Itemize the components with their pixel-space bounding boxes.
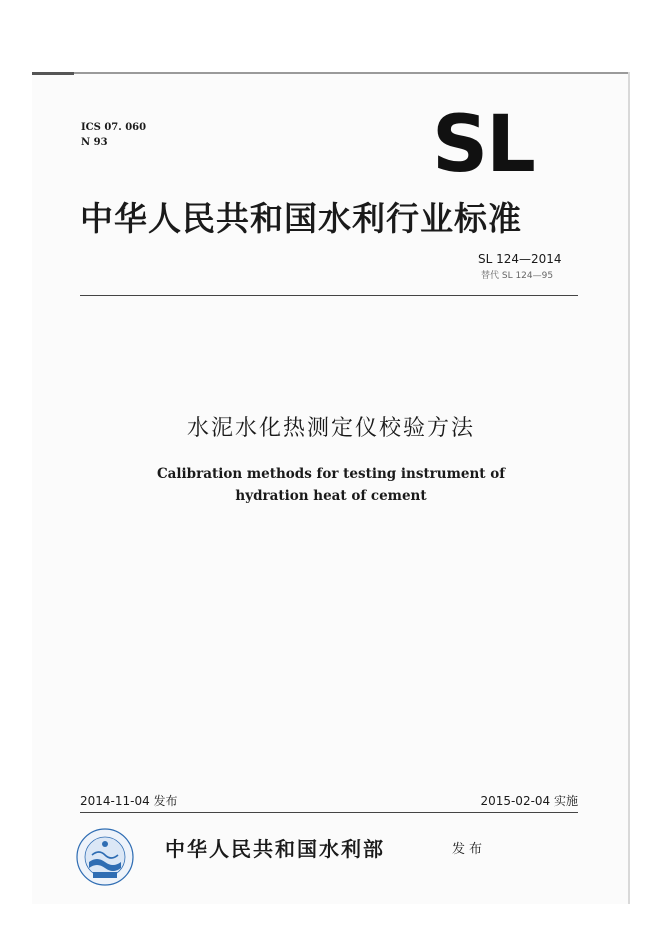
ministry-emblem-icon xyxy=(76,828,134,886)
issuing-authority: 中华人民共和国水利部 xyxy=(165,837,385,861)
english-title-line1: Calibration methods for testing instrument of xyxy=(156,466,506,482)
ics-code: ICS 07. 060 xyxy=(81,122,147,133)
top-divider xyxy=(80,295,578,296)
organization-title: 中华人民共和国水利行业标准 xyxy=(80,199,522,238)
page-edge-mark xyxy=(32,72,74,75)
issued-label: 发布 xyxy=(452,842,487,857)
sl-logo: SL xyxy=(432,100,534,190)
category-code: N 93 xyxy=(81,137,108,148)
page-edge xyxy=(32,72,630,74)
english-title-line2: hydration heat of cement xyxy=(235,488,427,504)
replaces-note: 替代 SL 124—95 xyxy=(481,271,554,281)
bottom-divider xyxy=(80,812,578,813)
classification-codes xyxy=(81,120,146,150)
issue-date: 2014-11-04 发布 xyxy=(80,794,178,808)
implementation-date: 2015-02-04 实施 xyxy=(480,794,578,808)
standard-number: SL 124—2014 xyxy=(478,252,562,266)
english-title xyxy=(0,463,662,507)
chinese-title: 水泥水化热测定仪校验方法 xyxy=(186,416,475,441)
